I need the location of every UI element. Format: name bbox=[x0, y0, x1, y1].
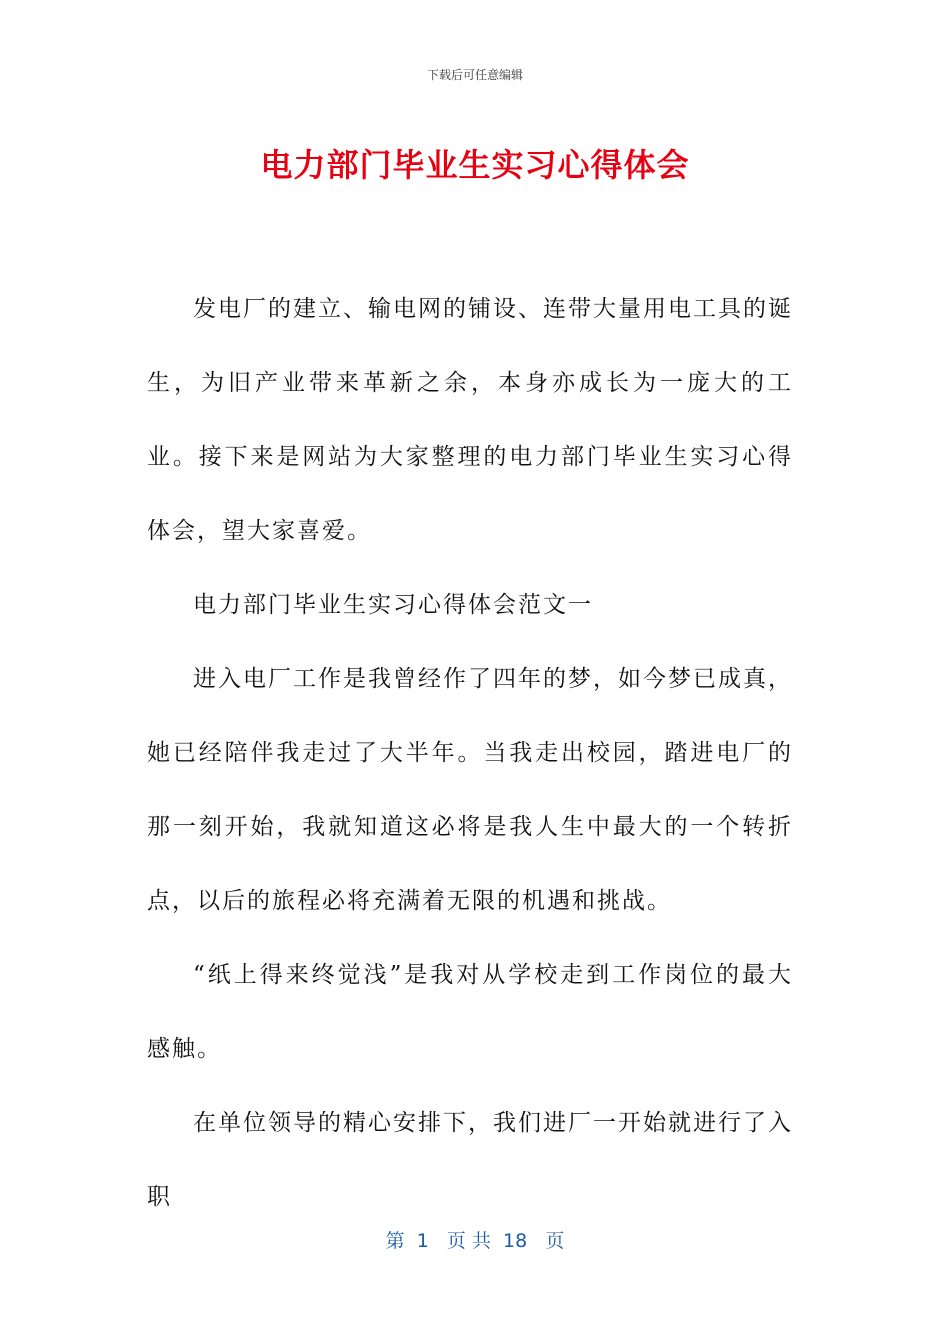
document-title: 电力部门毕业生实习心得体会 bbox=[260, 146, 690, 184]
paragraph: “纸上得来终觉浅”是我对从学校走到工作岗位的最大感触。 bbox=[147, 962, 793, 1062]
page-footer: 第 1 页 共 18 页 bbox=[385, 1230, 565, 1252]
document-body bbox=[147, 272, 793, 1234]
header-note: 下载后可任意编辑 bbox=[426, 68, 523, 82]
paragraph: 电力部门毕业生实习心得体会范文一 bbox=[193, 592, 593, 618]
paragraph: 进入电厂工作是我曾经作了四年的梦，如今梦已成真，她已经陪伴我走过了大半年。当我走出校园，踏进电厂的那一刻开始，我就知道这必将是我人生中最大的一个转折点，以后的旅程必将充满着无限的机遇和挑战。 bbox=[147, 666, 793, 914]
paragraph: 在单位领导的精心安排下，我们进厂一开始就进行了入职 bbox=[147, 1110, 793, 1210]
paragraph: 发电厂的建立、输电网的铺设、连带大量用电工具的诞生，为旧产业带来革新之余，本身亦成长为一庞大的工业。接下来是网站为大家整理的电力部门毕业生实习心得体会，望大家喜爱。 bbox=[147, 296, 793, 544]
